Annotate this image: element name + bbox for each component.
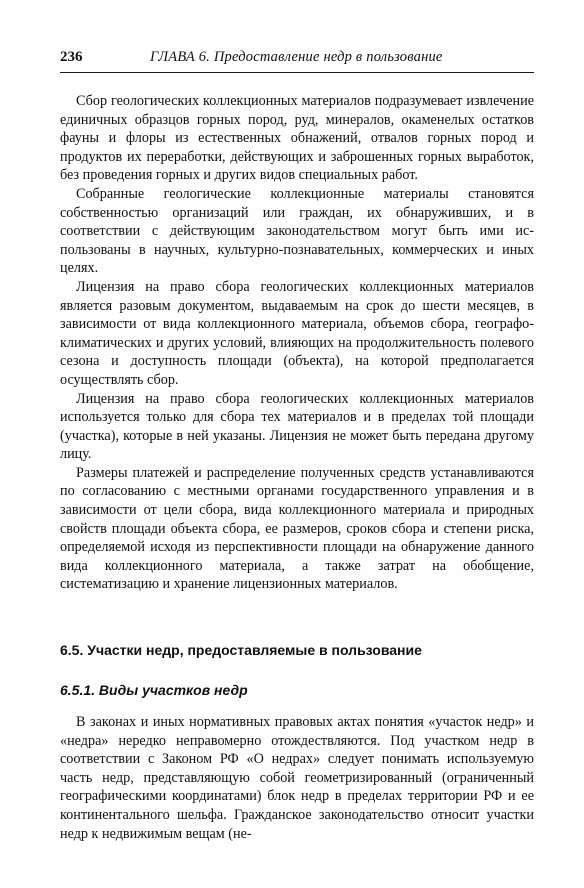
page-number: 236 [60, 49, 83, 65]
chapter-title: ГЛАВА 6. Предоставление недр в пользование [150, 49, 443, 65]
paragraph: Лицензия на право сбора геологических коллекционных материалов является разовым документом, выдаваемым на срок до шести месяцев, в зависимости от вида коллекционного материала, объемов сбора, географо-климатических и других условий, влияющих на продолжительность полевого сезона и доступность площади (объекта), на которой предполагается осуществлять сбор. [60, 278, 534, 388]
header-rule [60, 72, 534, 73]
paragraph: Лицензия на право сбора геологических коллекционных материалов используется только для сбора тех материалов и в пределах той площади (участка), которые в ней указаны. Лицензия не может быть передана другому лицу. [60, 390, 534, 463]
paragraph: Собранные геологические коллекционные материалы становятся собственностью организаций или граждан, их обнаруживших, и в соответствии с действующим законодательством могут быть ими использованы в научных, культурно-познавательных, коммерческих и иных целях. [60, 185, 534, 277]
paragraph: Сбор геологических коллекционных материалов подразумевает извлечение единичных образцов горных пород, руд, минералов, окаменелых остатков фауны и флоры из естественных обнажений, отвалов горных пород и продуктов их переработки, действующих и заброшенных горных выработок, без проведения горных и других видов специальных работ. [60, 93, 534, 184]
body-text-top [60, 92, 534, 594]
running-header [60, 48, 534, 70]
subsection-heading: 6.5.1. Виды участков недр [60, 682, 248, 698]
paragraph: В законах и иных нормативных правовых актах понятия «участок недр» и «недра» нередко неправомерно отождествляются. Под участком недр в соответствии с Законом РФ «О недрах» следует понимать используемую часть недр, представляющую собой геометризированный (ограниченный географическими координатами) блок недр в пределах территории РФ и ее континентального шельфа. Гражданское законодательство относит участки недр к недвижимым вещам (не- [60, 714, 534, 842]
section-heading: 6.5. Участки недр, предоставляемые в пользование [60, 642, 422, 658]
paragraph: Размеры платежей и распределение полученных средств устанавливаются по согласованию с местными органами государственного управления и в зависимости от цели сбора, вида коллекционного материала и природных свойств площади объекта сбора, ее размеров, сроков сбора и степени риска, определяемой исходя из перспективности площади на обнаружение данного вида коллекционного материала, а также затрат на обобщение, систематизацию и хранение лицензионных материалов. [60, 464, 534, 593]
body-text-bottom [60, 713, 534, 843]
